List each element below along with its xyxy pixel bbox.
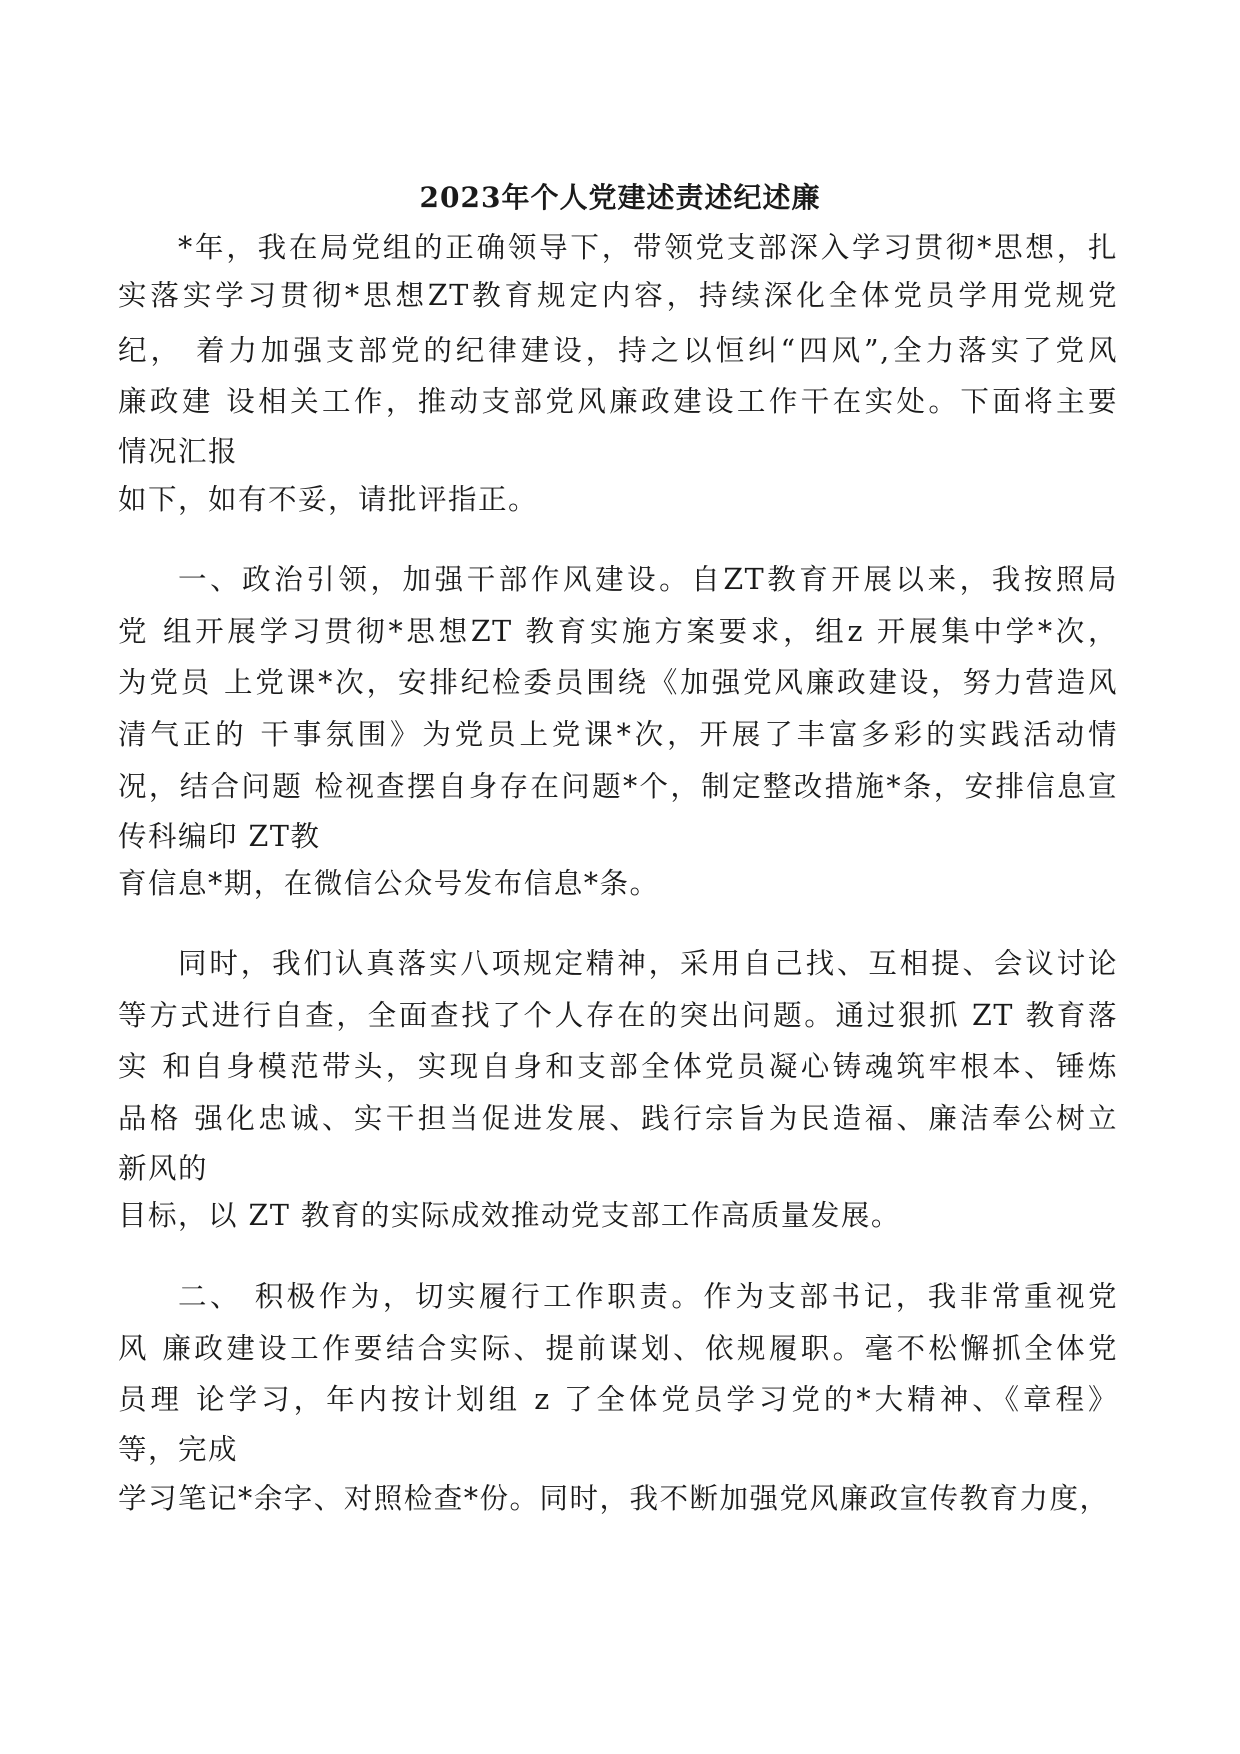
paragraph-line: 传科编印 ZT教 bbox=[118, 820, 321, 853]
paragraph-line: 党 组开展学习贯彻*思想ZT 教育实施方案要求，组z 开展集中学*次， bbox=[118, 615, 1118, 648]
paragraph-line: 品格 强化忠诚、实干担当促进发展、践行宗旨为民造福、廉洁奉公树立 bbox=[118, 1102, 1118, 1135]
paragraph-line: 实 和自身模范带头，实现自身和支部全体党员凝心铸魂筑牢根本、锤炼 bbox=[118, 1050, 1118, 1083]
paragraph-line: 廉政建 设相关工作，推动支部党风廉政建设工作干在实处。下面将主要 bbox=[118, 385, 1118, 418]
paragraph-line: 纪， 着力加强支部党的纪律建设，持之以恒纠“四风”,全力落实了党风 bbox=[118, 334, 1118, 367]
paragraph-line: 清气正的 干事氛围》为党员上党课*次，开展了丰富多彩的实践活动情 bbox=[118, 718, 1118, 751]
paragraph-line: 等方式进行自查，全面查找了个人存在的突出问题。通过狠抓 ZT 教育落 bbox=[118, 999, 1118, 1032]
paragraph-line: 一、政治引领，加强干部作风建设。自ZT教育开展以来，我按照局 bbox=[178, 563, 1118, 596]
paragraph-line: 如下，如有不妥，请批评指正。 bbox=[118, 483, 539, 516]
paragraph-line: 员理 论学习，年内按计划组 z 了全体党员学习党的*大精神、《章程》 bbox=[118, 1383, 1118, 1416]
paragraph-line: 学习笔记*余字、对照检查*份。同时，我不断加强党风廉政宣传教育力度， bbox=[118, 1482, 1110, 1515]
paragraph-line: 新风的 bbox=[118, 1152, 209, 1185]
paragraph-line: 情况汇报 bbox=[118, 435, 239, 468]
paragraph-line: 实落实学习贯彻*思想ZT教育规定内容，持续深化全体党员学用党规党 bbox=[118, 279, 1118, 312]
paragraph-line: 风 廉政建设工作要结合实际、提前谋划、依规履职。毫不松懈抓全体党 bbox=[118, 1332, 1118, 1365]
paragraph-line: 二、 积极作为，切实履行工作职责。作为支部书记，我非常重视党 bbox=[178, 1280, 1118, 1313]
paragraph-line: 等，完成 bbox=[118, 1433, 239, 1466]
document-title: 2023年个人党建述责述纪述廉 bbox=[419, 181, 821, 214]
paragraph-line: 为党员 上党课*次，安排纪检委员围绕《加强党风廉政建设，努力营造风 bbox=[118, 666, 1118, 699]
paragraph-line: 同时，我们认真落实八项规定精神，采用自己找、互相提、会议讨论 bbox=[178, 947, 1118, 980]
paragraph-line: 育信息*期，在微信公众号发布信息*条。 bbox=[118, 867, 660, 900]
paragraph-line: 况，结合问题 检视查摆自身存在问题*个，制定整改措施*条，安排信息宣 bbox=[118, 770, 1118, 803]
paragraph-line: 目标，以 ZT 教育的实际成效推动党支部工作高质量发展。 bbox=[118, 1199, 901, 1232]
paragraph-line: *年，我在局党组的正确领导下，带领党支部深入学习贯彻*思想，扎 bbox=[178, 231, 1118, 264]
